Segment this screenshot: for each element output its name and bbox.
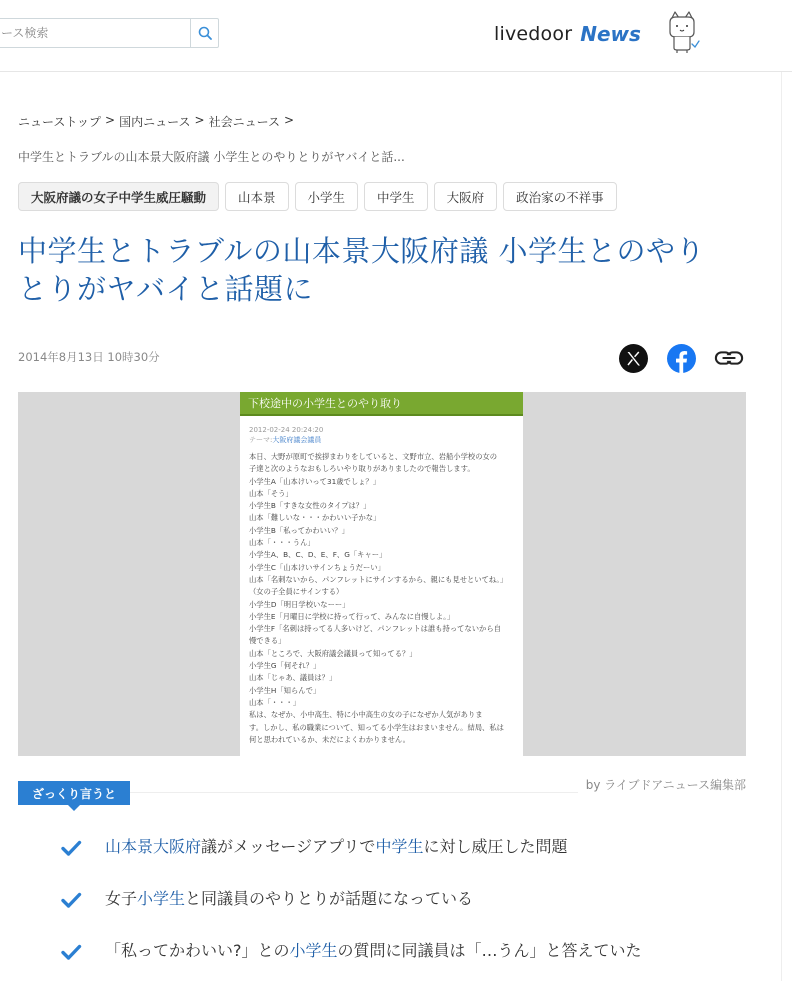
blog-line: 山本「難しいな・・・かわいい子かな」: [249, 513, 381, 523]
tag-yamamoto[interactable]: 山本景: [225, 182, 289, 211]
site-header: [0, 0, 792, 72]
blog-line: 何と思われているか、未だによくわかりません。: [249, 734, 410, 744]
summary-text-part: と同議員のやりとりが話題になっている: [185, 889, 474, 908]
blog-line: 小学生E「月曜日に学校に持って行って、みんなに自慢しよ。」: [249, 611, 455, 621]
share-x-button[interactable]: [618, 343, 648, 373]
blog-text: [249, 451, 514, 746]
checkmark-icon: [60, 889, 82, 911]
blog-theme-row: [249, 435, 514, 445]
breadcrumb-separator: >: [105, 113, 116, 127]
blog-theme-prefix: テーマ:: [249, 436, 273, 444]
keyword-link[interactable]: 山本景: [105, 837, 154, 856]
blog-line: 山本「そう」: [249, 488, 293, 498]
tag-elementary[interactable]: 小学生: [295, 182, 359, 211]
summary-text-part: の質問に同議員は「…うん」と答えていた: [337, 941, 642, 960]
keyword-link[interactable]: 小学生: [289, 941, 338, 960]
blog-line: （女の子全員にサインする）: [249, 587, 344, 597]
facebook-icon: [667, 344, 696, 373]
tag-osaka[interactable]: 大阪府: [434, 182, 498, 211]
link-icon: [714, 348, 744, 368]
summary-text-part: 「私ってかわいい?」との: [105, 941, 290, 960]
search-button[interactable]: [190, 19, 218, 47]
x-icon: [619, 344, 648, 373]
article-title: [18, 232, 748, 308]
breadcrumb-separator: >: [194, 113, 205, 127]
article-date: 2014年8月13日 10時30分: [18, 350, 160, 364]
breadcrumb-news-top[interactable]: ニューストップ: [18, 115, 102, 129]
breadcrumb-society[interactable]: 社会ニュース: [208, 115, 280, 129]
blog-body: [240, 416, 523, 746]
blog-theme: 大阪府議会議員: [272, 436, 322, 444]
tag-junior-high[interactable]: 中学生: [364, 182, 428, 211]
logo-livedoor-text: livedoor: [494, 23, 573, 45]
summary-badge: ざっくり言うと: [18, 781, 130, 805]
blog-line: 子達と次のようなおもしろいやり取りがありましたので報告します。: [249, 464, 475, 474]
blog-line: 小学生A「山本けいって31歳でしょ？」: [249, 476, 381, 486]
summary-points: [60, 834, 760, 981]
blog-line: 小学生H「知らんで」: [249, 685, 321, 695]
summary-point-text: [105, 886, 473, 912]
summary-point: [60, 834, 760, 886]
keyword-link[interactable]: 小学生: [137, 889, 186, 908]
summary-text-part: に対し威圧した問題: [423, 837, 568, 856]
blog-line: 小学生C「山本けいサインちょうだーい」: [249, 562, 385, 572]
blog-line: 山本「・・・」: [249, 697, 301, 707]
share-link-button[interactable]: [714, 343, 744, 373]
byline: by ライブドアニュース編集部: [578, 776, 746, 793]
summary-text-part: 議がメッセージアプリで: [201, 837, 376, 856]
search-input[interactable]: [0, 19, 189, 47]
blog-line: 小学生B「すきな女性のタイプは？」: [249, 501, 371, 511]
checkmark-icon: [60, 837, 82, 859]
blog-line: 山本「ところで、大阪府議会議員って知ってる？」: [249, 648, 417, 658]
blog-line: 慢できる」: [249, 636, 286, 646]
breadcrumb: [18, 113, 294, 130]
logo-news-text: News: [580, 22, 641, 46]
summary-point: [60, 886, 760, 938]
article-title-line2: とりがヤバイと話題に: [18, 272, 314, 306]
search-icon: [198, 26, 212, 40]
blog-line: 山本「じゃあ、議員は？」: [249, 673, 337, 683]
blog-line: 本日、大野が原町で挨拶まわりをしていると、文野市立、岩船小学校の女の: [249, 452, 498, 461]
tag-scandal[interactable]: 政治家の不祥事: [503, 182, 617, 211]
summary-point-text: [105, 834, 567, 860]
keyword-link[interactable]: 中学生: [375, 837, 424, 856]
tag-topic[interactable]: 大阪府議の女子中学生威圧騒動: [18, 182, 219, 211]
blog-line: 山本「・・・うん」: [249, 538, 315, 548]
content-divider: [781, 72, 782, 981]
summary-point-text: [105, 938, 642, 964]
blog-line: 小学生G「何それ？」: [249, 661, 321, 671]
blog-date: 2012-02-24 20:24:20: [249, 426, 324, 434]
breadcrumb-current: 中学生とトラブルの山本景大阪府議 小学生とのやりとりがヤバイと話...: [18, 150, 405, 164]
breadcrumb-domestic[interactable]: 国内ニュース: [119, 115, 191, 129]
blog-screenshot: [240, 392, 523, 756]
tag-list: [18, 182, 617, 211]
keyword-link[interactable]: 大阪府: [153, 837, 202, 856]
blog-header: 下校途中の小学生とのやり取り: [240, 392, 523, 416]
blog-line: 小学生F「名刺は持ってる人多いけど、パンフレットは誰も持ってないから自: [249, 624, 501, 634]
checkmark-icon: [60, 941, 82, 963]
share-buttons: [618, 343, 744, 373]
site-logo[interactable]: [494, 18, 641, 50]
blog-line: 小学生B「私ってかわいい？」: [249, 525, 349, 535]
blog-line: 小学生D「明日学校いなーー」: [249, 599, 350, 609]
article-image[interactable]: [18, 392, 746, 756]
blog-line: 小学生A、B、C、D、E、F、G「キャー」: [249, 550, 387, 560]
breadcrumb-separator: >: [283, 113, 295, 127]
article-title-line1: 中学生とトラブルの山本景大阪府議 小学生とのやり: [18, 234, 706, 268]
mascot-dog-icon: [664, 10, 700, 54]
summary-text-part: 女子: [105, 889, 138, 908]
blog-line: 山本「名刺ないから、パンフレットにサインするから、親にも見せといてね。」: [249, 574, 508, 584]
blog-line: す。しかし、私の職業について、知ってる小学生はおまいません。結局、私は: [249, 722, 504, 732]
share-facebook-button[interactable]: [666, 343, 696, 373]
blog-line: 私は、なぜか、小中高生、特に小中高生の女の子になぜか人気がありま: [249, 710, 483, 720]
search-box: [0, 18, 219, 48]
summary-point: [60, 938, 760, 981]
